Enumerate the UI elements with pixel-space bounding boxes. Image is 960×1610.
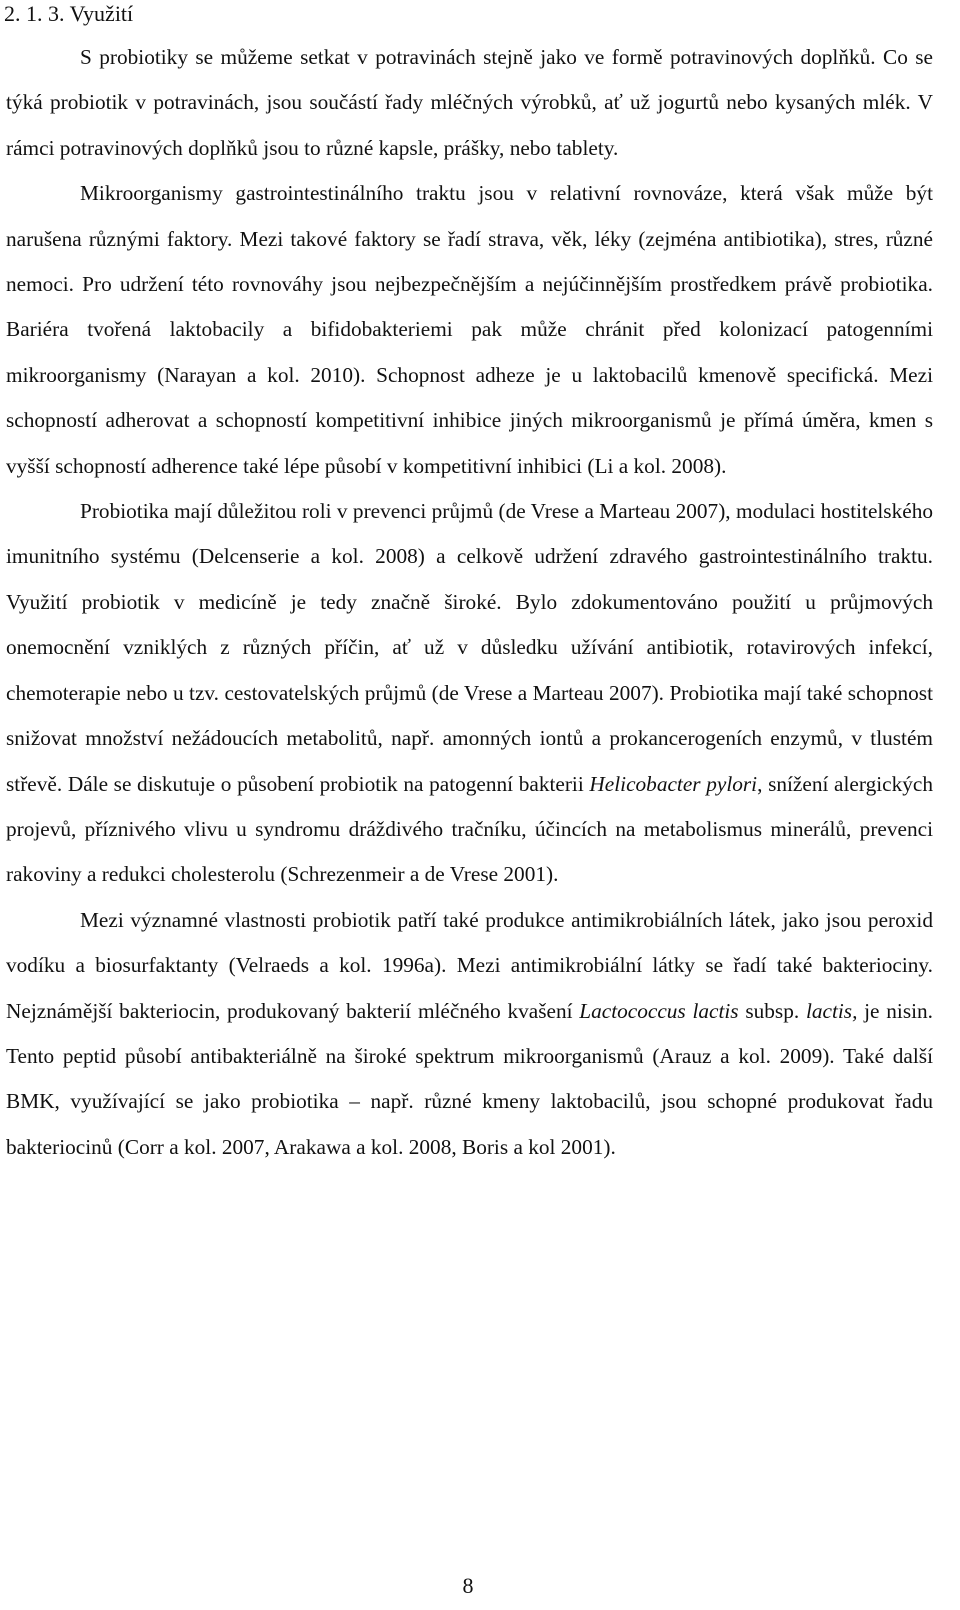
text-segment: Mikroorganismy gastrointestinálního traktu jsou v relativní rovnováze, která však může být narušena různými faktory. Mezi takové faktory se řadí strava, věk, léky (zejména antibiotika), stres, různé nemoci. Pro udržení této rovnováhy jsou nejbezpečnějším a nejúčinnějším prostředkem právě probiotika. Bariéra tvořená laktobacily a bifidobakteriemi pak může chránit před kolonizací patogenními mikroorganismy (Narayan a kol. 2010). Schopnost adheze je u laktobacilů kmenově specifická. Mezi schopností adherovat a schopností kompetitivní inhibice jiných mikroorganismů je přímá úměra, kmen s vyšší schopností adherence také lépe působí v kompetitivní inhibici (Li a kol. 2008). xyxy=(6,181,933,478)
paragraph xyxy=(6,171,933,489)
species-name: Lactococcus lactis xyxy=(579,998,739,1023)
section-heading xyxy=(4,0,133,28)
species-name: Helicobacter pylori xyxy=(589,771,758,796)
text-segment: je nisin. Tento peptid působí antibakteriálně na široké spektrum mikroorganismů (Arauz a kol. 2009). Také další BMK, využívající se jako probiotika – např. různé kmeny laktobacilů, jsou schopné produkovat řadu bakteriocinů (Corr a kol. 2007, Arakawa a kol. 2008, Boris a kol 2001). xyxy=(6,998,933,1159)
section-title: Využití xyxy=(69,1,134,26)
subspecies-name: lactis, xyxy=(805,998,858,1023)
paragraph xyxy=(6,898,933,1170)
page-number: 8 xyxy=(462,1573,474,1598)
text-segment: Mezi významné vlastnosti probiotik patří také produkce antimikrobiálních látek, jako jsou peroxid vodíku a biosurfaktanty (Velraeds a kol. 1996a). Mezi antimikrobiální látky se řadí také bakteriociny. Nejznámější bakteriocin, produkovaný bakterií mléčného kvašení xyxy=(6,907,933,1023)
text-segment: , snížení alergických projevů, příznivého vlivu u syndromu dráždivého tračníku, účincích na metabolismus minerálů, prevenci rakoviny a redukci cholesterolu (Schrezenmeir a de Vrese 2001). xyxy=(6,771,933,887)
section-number: 2. 1. 3. xyxy=(4,1,65,26)
paragraph xyxy=(6,35,933,171)
paragraph xyxy=(6,489,933,898)
text-segment: subsp. xyxy=(738,998,806,1023)
text-segment: Probiotika mají důležitou roli v prevenci průjmů (de Vrese a Marteau 2007), modulaci hostitelského imunitního systému (Delcenserie a kol. 2008) a celkově udržení zdravého gastrointestinálního traktu. Využití probiotik v medicíně je tedy značně široké. Bylo zdokumentováno použití u průjmových onemocnění vzniklých z různých příčin, ať už v důsledku užívání antibiotik, rotavirových infekcí, chemoterapie nebo u tzv. cestovatelských průjmů (de Vrese a Marteau 2007). Probiotika mají také schopnost snižovat množství nežádoucích metabolitů, např. amonných iontů a prokancerogeních enzymů, v tlustém střevě. Dále se diskutuje o působení probiotik na patogenní bakterii xyxy=(6,499,933,796)
body-text xyxy=(6,35,933,1170)
text-segment: S probiotiky se můžeme setkat v potravinách stejně jako ve formě potravinových doplňků. Co se týká probiotik v potravinách, jsou součástí řady mléčných výrobků, ať už jogurtů nebo kysaných mlék. V rámci potravinových doplňků jsou to různé kapsle, prášky, nebo tablety. xyxy=(6,45,933,160)
